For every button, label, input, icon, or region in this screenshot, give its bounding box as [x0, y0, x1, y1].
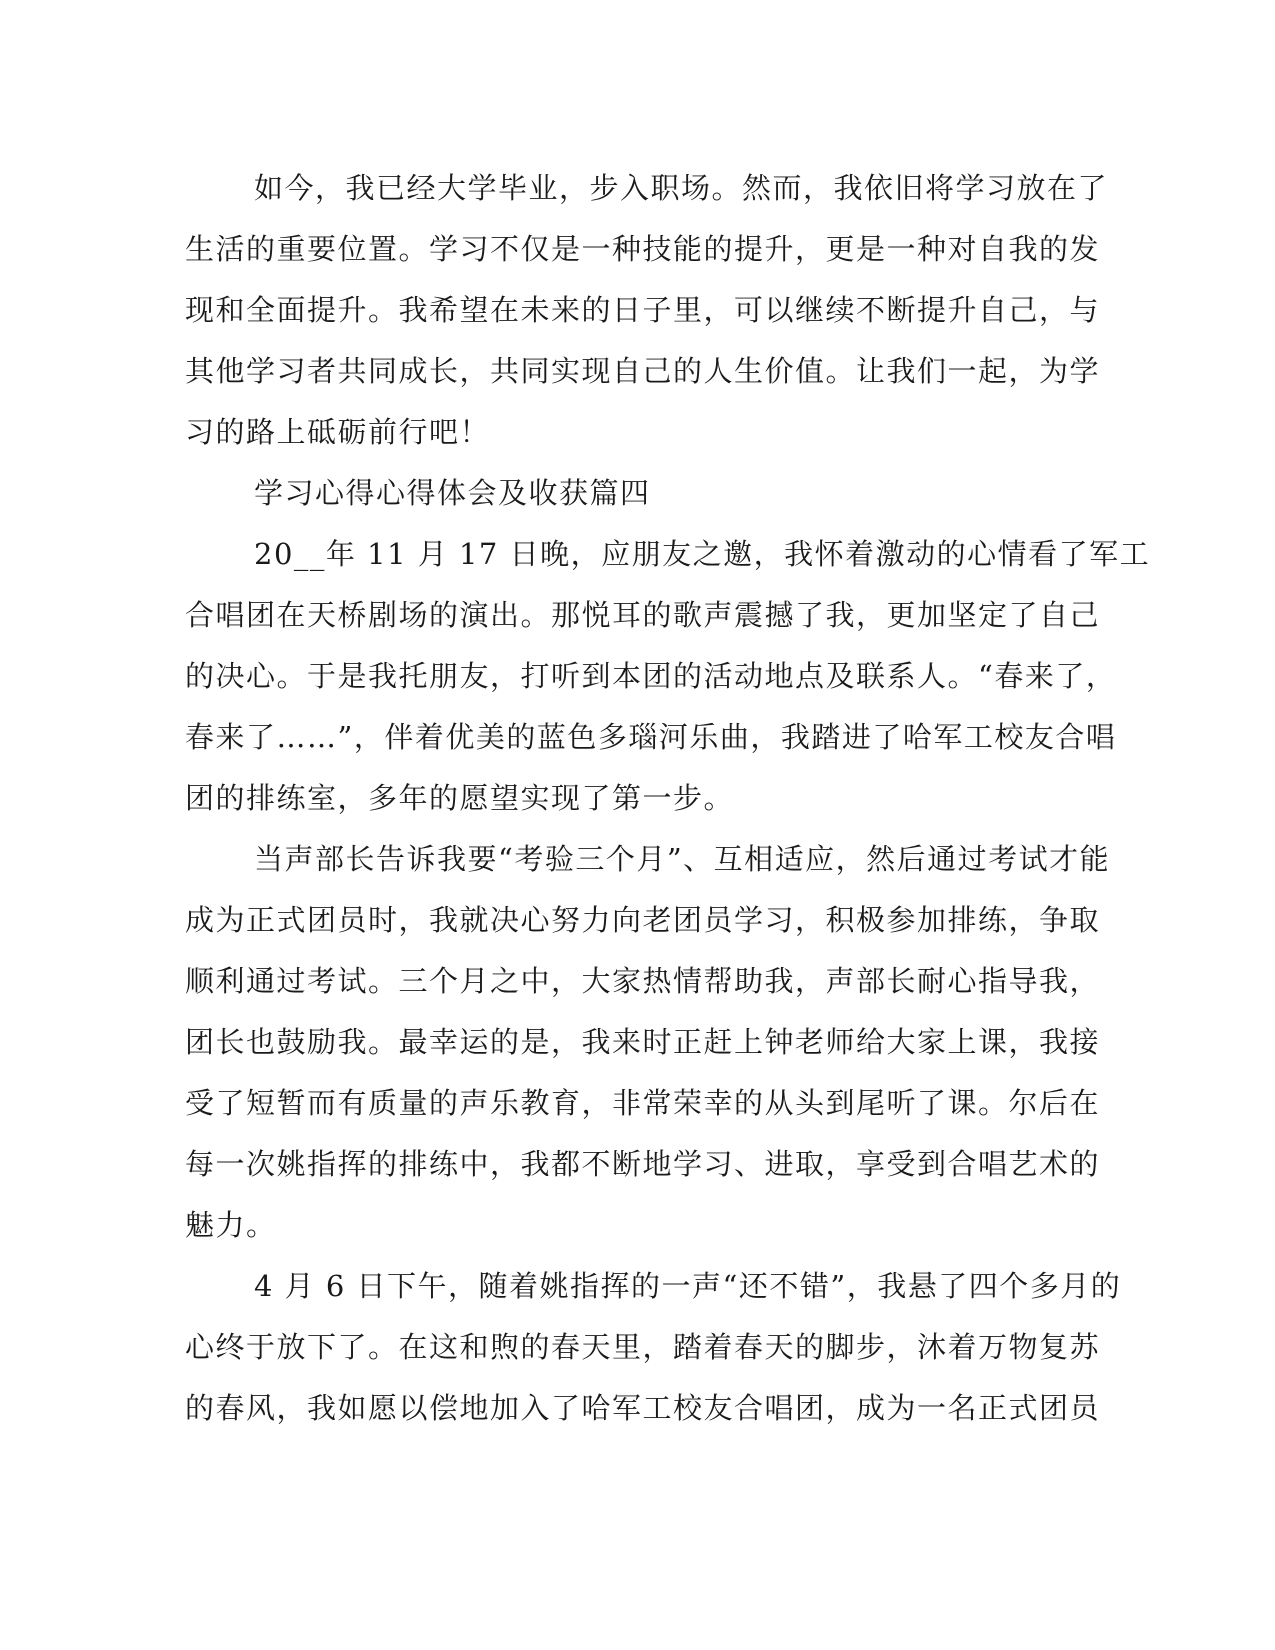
text-line: 受了短暂而有质量的声乐教育，非常荣幸的从头到尾听了课。尔后在 — [185, 1086, 1101, 1120]
text-line: 顺利通过考试。三个月之中，大家热情帮助我，声部长耐心指导我， — [185, 964, 1101, 998]
heading-text: 学习心得心得体会及收获篇四 — [254, 476, 651, 510]
paragraph — [185, 524, 1151, 829]
text-line: 习的路上砥砺前行吧！ — [185, 415, 491, 449]
paragraph — [185, 158, 1109, 463]
text-line: 其他学习者共同成长，共同实现自己的人生价值。让我们一起，为学 — [185, 354, 1101, 388]
paragraph — [185, 1256, 1122, 1439]
text-line: 魅力。 — [185, 1208, 277, 1242]
text-line: 团的排练室，多年的愿望实现了第一步。 — [185, 781, 735, 815]
text-line: 4 月 6 日下午，随着姚指挥的一声“还不错”，我悬了四个多月的 — [254, 1269, 1122, 1303]
text-line: 的决心。于是我托朋友，打听到本团的活动地点及联系人。“春来了， — [185, 659, 1117, 693]
text-line: 当声部长告诉我要“考验三个月”、互相适应，然后通过考试才能 — [254, 842, 1111, 876]
paragraph — [185, 829, 1111, 1256]
section-heading — [185, 463, 1055, 524]
text-line: 生活的重要位置。学习不仅是一种技能的提升，更是一种对自我的发 — [185, 232, 1101, 266]
document-body — [185, 158, 1151, 1439]
text-line: 现和全面提升。我希望在未来的日子里，可以继续不断提升自己，与 — [185, 293, 1101, 327]
text-line: 成为正式团员时，我就决心努力向老团员学习，积极参加排练，争取 — [185, 903, 1101, 937]
text-line: 合唱团在天桥剧场的演出。那悦耳的歌声震撼了我，更加坚定了自己 — [185, 598, 1101, 632]
text-line: 20__年 11 月 17 日晚，应朋友之邀，我怀着激动的心情看了军工 — [254, 537, 1151, 571]
text-line: 心终于放下了。在这和煦的春天里，踏着春天的脚步，沐着万物复苏 — [185, 1330, 1101, 1364]
text-line: 如今，我已经大学毕业，步入职场。然而，我依旧将学习放在了 — [254, 171, 1109, 205]
text-line: 每一次姚指挥的排练中，我都不断地学习、进取，享受到合唱艺术的 — [185, 1147, 1101, 1181]
text-line: 的春风，我如愿以偿地加入了哈军工校友合唱团，成为一名正式团员 — [185, 1391, 1101, 1425]
text-line: 团长也鼓励我。最幸运的是，我来时正赶上钟老师给大家上课，我接 — [185, 1025, 1101, 1059]
text-line: 春来了……”，伴着优美的蓝色多瑙河乐曲，我踏进了哈军工校友合唱 — [185, 720, 1117, 754]
